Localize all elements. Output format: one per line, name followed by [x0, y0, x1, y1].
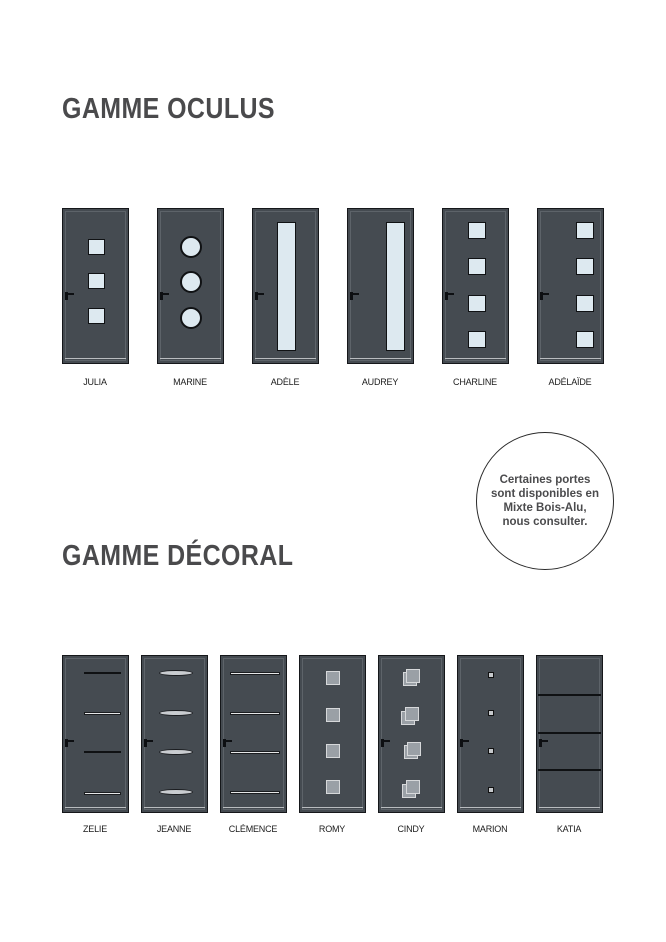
door-window [468, 331, 486, 348]
door-label-marion: MARION [472, 824, 508, 834]
door-katia [536, 655, 603, 813]
door-romy [299, 655, 366, 813]
door-window [88, 239, 105, 255]
decor-arc [159, 749, 193, 755]
door-window [576, 331, 594, 348]
decor-arc [159, 710, 193, 716]
door-clemence [220, 655, 287, 813]
vertical-glazing [386, 222, 405, 351]
porthole-window [180, 307, 202, 329]
decor-groove [84, 792, 121, 795]
decor-square [326, 708, 340, 722]
decor-square [405, 707, 419, 721]
decor-arc [159, 789, 193, 795]
door-adelaide [537, 208, 604, 364]
porthole-window [180, 236, 202, 258]
door-handle [144, 738, 152, 748]
door-handle [65, 738, 73, 748]
door-zelie [62, 655, 129, 813]
decor-groove [230, 751, 280, 754]
door-label-romy: ROMY [318, 824, 346, 834]
decor-arc [159, 670, 193, 676]
door-label-zelie: ZELIE [82, 824, 107, 834]
door-jeanne [141, 655, 208, 813]
door-window [468, 295, 486, 312]
decor-dot [488, 710, 494, 716]
door-julia [62, 208, 129, 364]
decor-groove [84, 751, 121, 753]
door-label-clemence: CLÉMENCE [228, 824, 278, 834]
door-label-julia: JULIA [83, 377, 107, 387]
door-label-audrey: AUDREY [361, 377, 399, 387]
door-window [88, 273, 105, 289]
decor-dot [488, 672, 494, 678]
decor-line [538, 732, 601, 734]
note-line: nous consulter. [502, 516, 588, 528]
door-window [576, 222, 594, 239]
door-marine [157, 208, 224, 364]
section-title-oculus: GAMME OCULUS [62, 93, 275, 125]
decor-dot [488, 748, 494, 754]
door-window [88, 308, 105, 324]
decor-groove [84, 672, 121, 674]
door-adele [252, 208, 319, 364]
door-window [468, 222, 486, 239]
door-window [468, 258, 486, 275]
door-handle [65, 291, 73, 301]
door-charline [442, 208, 509, 364]
door-handle [381, 738, 389, 748]
decor-groove [230, 791, 280, 794]
door-marion [457, 655, 524, 813]
decor-square [326, 744, 340, 758]
note-line: sont disponibles en [491, 488, 599, 500]
porthole-window [180, 271, 202, 293]
door-handle [223, 738, 231, 748]
door-handle [160, 291, 168, 301]
decor-square [326, 671, 340, 685]
section-title-decoral: GAMME DÉCORAL [62, 540, 294, 572]
door-label-marine: MARINE [173, 377, 207, 387]
decor-groove [230, 712, 280, 715]
door-label-adelaide: ADÉLAÏDE [548, 377, 592, 387]
mixte-bois-alu-note [476, 432, 614, 570]
door-label-cindy: CINDY [397, 824, 425, 834]
decor-groove [84, 712, 121, 715]
door-label-jeanne: JEANNE [156, 824, 192, 834]
door-handle [255, 291, 263, 301]
door-cindy [378, 655, 445, 813]
door-handle [350, 291, 358, 301]
decor-square [406, 780, 420, 794]
decor-square [406, 669, 420, 683]
decor-groove [230, 672, 280, 675]
vertical-glazing [277, 222, 296, 351]
decor-square [407, 742, 421, 756]
decor-square [326, 780, 340, 794]
door-handle [460, 738, 468, 748]
door-label-adele: ADÈLE [270, 377, 300, 387]
decor-line [538, 694, 601, 696]
door-handle [539, 738, 547, 748]
door-handle [445, 291, 453, 301]
door-label-charline: CHARLINE [453, 377, 497, 387]
decor-line [538, 769, 601, 771]
door-window [576, 258, 594, 275]
door-audrey [347, 208, 414, 364]
door-handle [540, 291, 548, 301]
door-window [576, 295, 594, 312]
note-line: Certaines portes [499, 474, 591, 486]
decor-dot [488, 787, 494, 793]
note-line: Mixte Bois-Alu, [503, 502, 587, 514]
door-label-katia: KATIA [556, 824, 582, 834]
